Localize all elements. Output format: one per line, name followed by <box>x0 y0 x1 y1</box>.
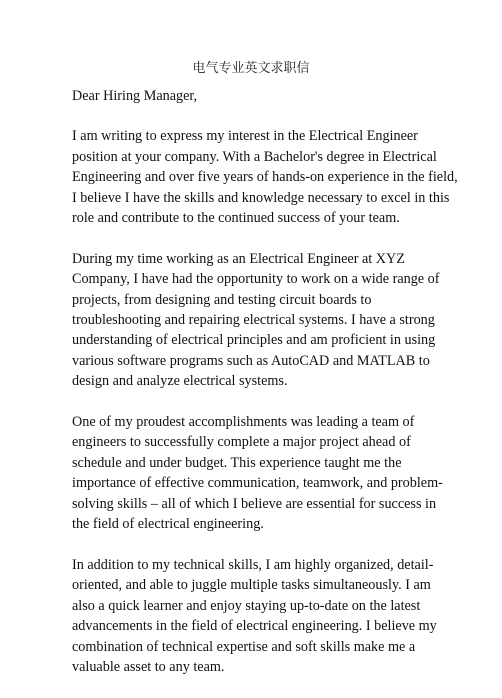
paragraph-experience <box>72 249 454 392</box>
paragraph-interest <box>72 126 458 228</box>
text-line: solving skills – all of which I believe are essential for success in <box>72 495 437 512</box>
text-line: various software programs such as AutoCAD and MATLAB to <box>72 352 430 369</box>
text-line: understanding of electrical principles and am proficient in using <box>72 332 436 349</box>
text-line: importance of effective communication, teamwork, and problem- <box>72 475 443 492</box>
text-line: advancements in the field of electrical engineering. I believe my <box>72 618 437 635</box>
text-line: schedule and under budget. This experience taught me the <box>72 454 402 471</box>
text-line: troubleshooting and repairing electrical systems. I have a strong <box>72 312 435 329</box>
text-line: position at your company. With a Bachelor's degree in Electrical <box>72 148 437 165</box>
text-line: I am writing to express my interest in the Electrical Engineer <box>72 128 418 145</box>
text-line: valuable asset to any team. <box>72 658 225 675</box>
text-line: During my time working as an Electrical Engineer at XYZ <box>72 250 405 267</box>
document-title: 电气专业英文求职信 <box>192 61 310 76</box>
letter-body <box>72 86 458 698</box>
text-line: oriented, and able to juggle multiple tasks simultaneously. I am <box>72 577 431 594</box>
text-line: engineers to successfully complete a major project ahead of <box>72 434 411 451</box>
text-line: combination of technical expertise and soft skills make me a <box>72 638 416 655</box>
text-line: role and contribute to the continued success of your team. <box>72 210 400 227</box>
text-line: In addition to my technical skills, I am highly organized, detail- <box>72 556 434 573</box>
text-line: the field of electrical engineering. <box>72 516 264 533</box>
salutation: Dear Hiring Manager, <box>72 88 198 104</box>
text-line: projects, from designing and testing circuit boards to <box>72 291 372 308</box>
text-line: One of my proudest accomplishments was leading a team of <box>72 414 415 431</box>
paragraph-soft-skills <box>72 555 454 677</box>
paragraph-accomplishments <box>72 412 454 534</box>
text-line: design and analyze electrical systems. <box>72 373 288 390</box>
text-line: Engineering and over five years of hands-on experience in the field, <box>72 169 458 186</box>
text-line: also a quick learner and enjoy staying up-to-date on the latest <box>72 597 421 614</box>
text-line: Company, I have had the opportunity to work on a wide range of <box>72 271 440 288</box>
text-line: I believe I have the skills and knowledge necessary to excel in this <box>72 189 450 206</box>
